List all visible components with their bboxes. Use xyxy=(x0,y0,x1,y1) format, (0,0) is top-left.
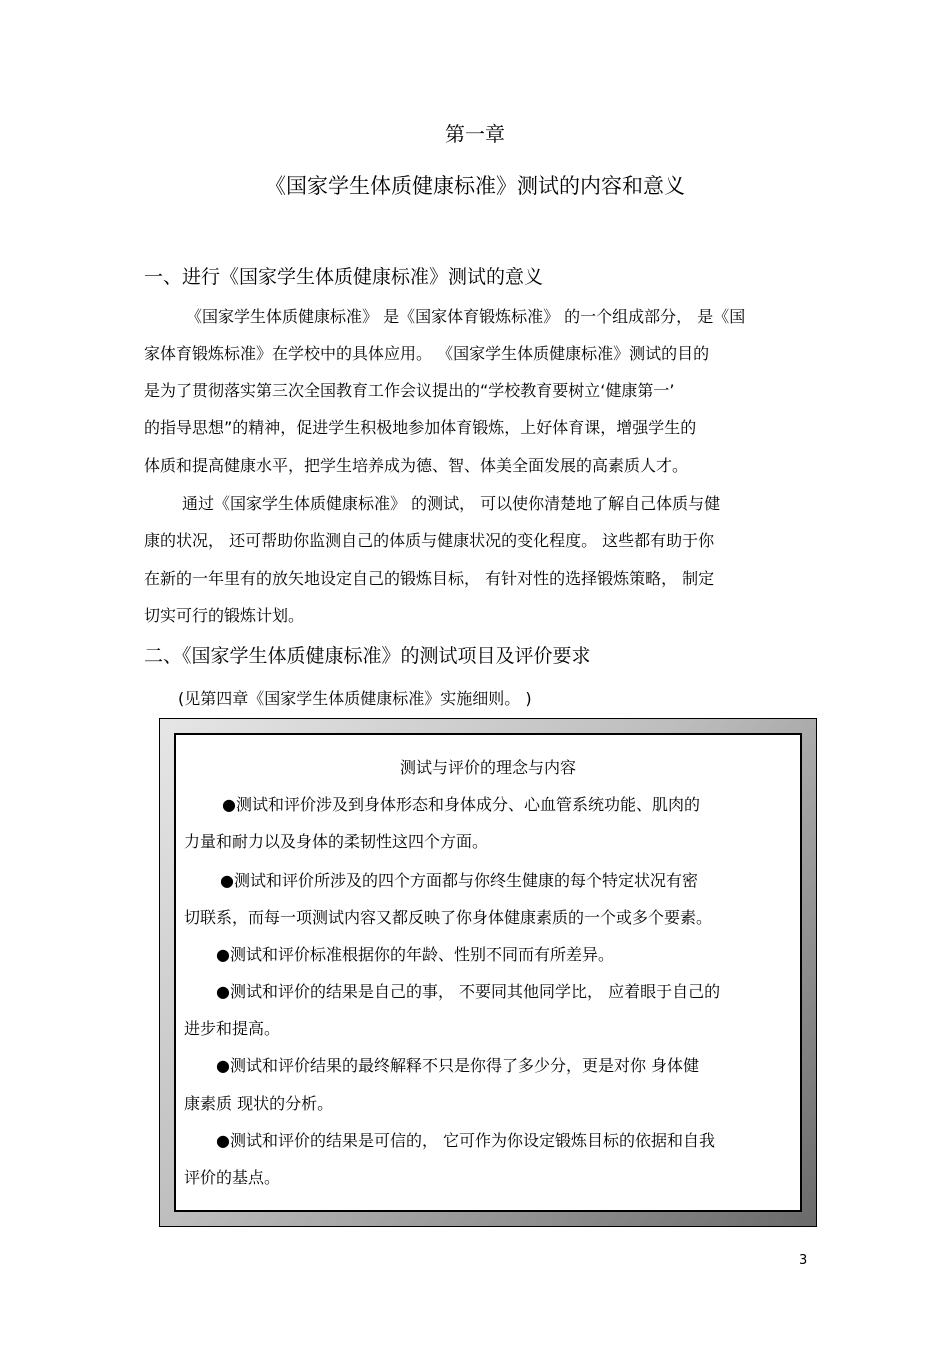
box-line: 评价的基点。 xyxy=(184,1168,281,1187)
paragraph-line: 的指导思想”的精神，促进学生积极地参加体育锻炼，上好体育课，增强学生的 xyxy=(144,418,697,437)
box-line: ●测试和评价涉及到身体形态和身体成分、心血管系统功能、肌肉的 xyxy=(222,795,700,814)
chapter-label: 第一章 xyxy=(445,122,505,146)
box-title: 测试与评价的理念与内容 xyxy=(399,758,576,777)
paragraph-line: 切实可行的锻炼计划。 xyxy=(144,606,305,625)
section-2-note: (见第四章《国家学生体质健康标准》实施细则。 ) xyxy=(178,689,532,708)
box-line: ●测试和评价的结果是自己的事， 不要同其他同学比， 应着眼于自己的 xyxy=(216,982,721,1001)
paragraph-line: 通过《国家学生体质健康标准》 的测试， 可以使你清楚地了解自己体质与健 xyxy=(182,494,721,513)
box-line: 力量和耐力以及身体的柔韧性这四个方面。 xyxy=(184,832,489,851)
section-1-heading: 一、进行《国家学生体质健康标准》测试的意义 xyxy=(144,266,544,288)
paragraph-line: 家体育锻炼标准》在学校中的具体应用。 《国家学生体质健康标准》测试的目的 xyxy=(144,344,710,363)
section-2-heading: 二、《国家学生体质健康标准》的测试项目及评价要求 xyxy=(144,645,591,667)
paragraph-line: 康的状况， 还可帮助你监测自己的体质与健康状况的变化程度。 这些都有助于你 xyxy=(144,531,715,550)
paragraph-line: 体质和提高健康水平，把学生培养成为德、智、体美全面发展的高素质人才。 xyxy=(144,456,689,475)
box-line: ●测试和评价标准根据你的年龄、性别不同而有所差异。 xyxy=(216,945,614,964)
box-line: ●测试和评价所涉及的四个方面都与你终生健康的每个特定状况有密 xyxy=(220,871,698,890)
paragraph-line: 《国家学生体质健康标准》 是《国家体育锻炼标准》 的一个组成部分， 是《国 xyxy=(186,307,746,326)
box-line: 切联系，而每一项测试内容又都反映了你身体健康素质的一个或多个要素。 xyxy=(184,908,713,927)
document-title: 《国家学生体质健康标准》测试的内容和意义 xyxy=(265,174,685,198)
paragraph-line: 在新的一年里有的放矢地设定自己的锻炼目标， 有针对性的选择锻炼策略， 制定 xyxy=(144,569,715,588)
paragraph-line: 是为了贯彻落实第三次全国教育工作会议提出的“学校教育要树立‘健康第一’ xyxy=(144,381,675,400)
page-number: 3 xyxy=(799,1253,808,1268)
box-line: 进步和提高。 xyxy=(184,1019,281,1038)
box-line: ●测试和评价的结果是可信的， 它可作为你设定锻炼目标的依据和自我 xyxy=(216,1131,716,1150)
box-line: ●测试和评价结果的最终解释不只是你得了多少分，更是对你 身体健 xyxy=(216,1056,700,1075)
box-line: 康素质 现状的分析。 xyxy=(184,1094,334,1113)
